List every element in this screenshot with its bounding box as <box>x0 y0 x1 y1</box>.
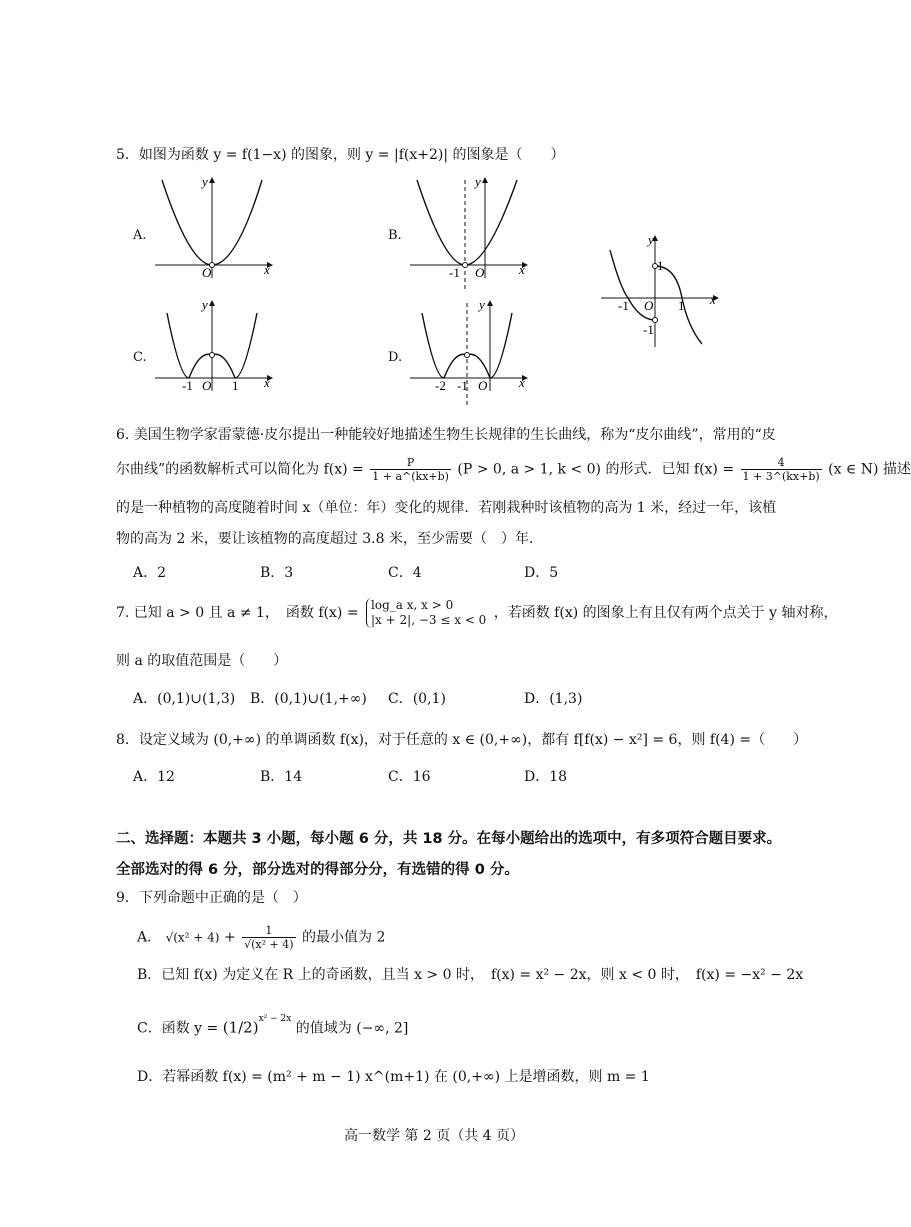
q5c-y-label: y <box>202 297 208 312</box>
q7-case-2: |x + 2|, −3 ≤ x < 0 <box>371 613 487 627</box>
q5-label-a: A. <box>133 228 147 243</box>
q5b-x-label: x <box>519 262 525 277</box>
ref-tick-m1: -1 <box>618 298 629 313</box>
q6-option-b: B．3 <box>260 565 294 581</box>
q5-label-c: C. <box>133 350 147 365</box>
q9c-exponent: x² − 2x <box>258 1014 292 1024</box>
q6-line2 <box>116 456 911 483</box>
q9c-suffix: 的值域为 (−∞, 2] <box>295 1020 409 1037</box>
q9-option-c <box>137 1016 408 1038</box>
q7-piecewise <box>366 598 486 628</box>
q5a-origin: O <box>202 265 212 280</box>
q5a-y-label: y <box>202 174 208 189</box>
q5d-tick-m2: -2 <box>435 378 446 393</box>
q9a-frac-num: 1 <box>242 924 295 938</box>
q9c-prefix: C．函数 y = <box>137 1020 219 1037</box>
q9a-prefix: A． <box>137 929 162 946</box>
q5c-tick-1: 1 <box>232 378 239 393</box>
q5c-x-label: x <box>264 375 270 390</box>
q9-stem: 9．下列命题中正确的是（ ） <box>116 890 307 906</box>
q5d-x-label: x <box>519 375 525 390</box>
q8-option-a: A．12 <box>133 769 175 785</box>
q6-frac2-num: 4 <box>741 456 822 470</box>
q5-graph-a <box>150 170 280 280</box>
q5-label-d: D. <box>388 350 403 365</box>
q6-frac2-den: 1 + 3^(kx+b) <box>742 470 820 483</box>
section2-heading-line1: 二、选择题：本题共 3 小题，每小题 6 分，共 18 分。在每小题给出的选项中，有多项符合题目要求。 <box>116 831 782 847</box>
q7-option-a: A．(0,1)∪(1,3) <box>133 691 236 707</box>
q7-line1-b: ，若函数 f(x) 的图象上有且仅有两个点关于 y 轴对称， <box>493 605 838 621</box>
q6-fraction-1 <box>370 456 451 483</box>
q5b-y-label: y <box>475 174 481 189</box>
q7-line2: 则 a 的取值范围是（ ） <box>116 653 288 669</box>
q6-frac1-num: P <box>370 456 451 470</box>
q7-option-d: D．(1,3) <box>524 691 583 707</box>
q6-option-c: C．4 <box>388 565 422 581</box>
q6-line2-c: (x ∈ N) 描述 <box>828 461 911 478</box>
q5-stem: 5．如图为函数 y = f(1−x) 的图象，则 y = |f(x+2)| 的图象是（ ） <box>116 147 565 163</box>
ref-tick-y1: 1 <box>657 258 664 273</box>
q6-line1: 6. 美国生物学家雷蒙德·皮尔提出一种能较好地描述生物生长规律的生长曲线，称为“皮尔曲线”，常用的“皮 <box>116 427 776 443</box>
q7-option-b: B．(0,1)∪(1,+∞) <box>250 691 367 707</box>
q9a-suffix: 的最小值为 2 <box>302 929 386 946</box>
q5d-origin: O <box>478 378 488 393</box>
q8-option-b: B．14 <box>260 769 303 785</box>
q6-frac1-den: 1 + a^(kx+b) <box>372 470 449 483</box>
q5c-origin: O <box>202 378 212 393</box>
ref-tick-ym1: -1 <box>643 322 654 337</box>
q6-fraction-2 <box>741 456 822 483</box>
q6-line2-a: 尔曲线”的函数解析式可以简化为 f(x) = <box>116 461 364 478</box>
q5b-origin: O <box>475 265 485 280</box>
q9-option-a <box>137 924 385 951</box>
ref-origin: O <box>644 298 654 313</box>
q9a-sqrt: √(x² + 4) <box>165 930 220 945</box>
q5-label-b: B. <box>388 228 402 243</box>
q5d-y-label: y <box>479 297 485 312</box>
q5-graph-c <box>150 295 280 395</box>
q5b-tick-m1: -1 <box>449 265 460 280</box>
q8-option-c: C．16 <box>388 769 431 785</box>
q9a-frac-den: √(x² + 4) <box>244 938 294 951</box>
q5d-tick-m1: -1 <box>457 378 468 393</box>
q8-stem: 8．设定义域为 (0,+∞) 的单调函数 f(x)，对于任意的 x ∈ (0,+∞)，都有 f[f(x) − x²] = 6，则 f(4) =（ ） <box>116 732 808 748</box>
q9-option-b: B．已知 f(x) 为定义在 R 上的奇函数，且当 x > 0 时， f(x) = x² − 2x，则 x < 0 时， f(x) = −x² − 2x <box>137 967 804 983</box>
q8-option-d: D．18 <box>524 769 568 785</box>
q5-graph-d <box>405 295 535 410</box>
q6-option-d: D．5 <box>524 565 559 581</box>
q6-line4: 物的高为 2 米，要让该植物的高度超过 3.8 米，至少需要（ ）年． <box>116 531 543 547</box>
q9-option-d: D．若幂函数 f(x) = (m² + m − 1) x^(m+1) 在 (0,+∞) 上是增函数，则 m = 1 <box>137 1069 650 1085</box>
q7-line1 <box>116 598 837 628</box>
q9a-plus: + <box>223 929 236 946</box>
q6-line3: 的是一种植物的高度随着时间 x（单位：年）变化的规律．若刚栽种时该植物的高为 1 米，经过一年，该植 <box>116 500 777 516</box>
q9a-fraction <box>242 924 295 951</box>
q7-option-c: C．(0,1) <box>388 691 446 707</box>
q5-reference-graph <box>598 232 723 350</box>
q5c-tick-m1: -1 <box>182 378 193 393</box>
q7-line1-a: 7. 已知 a > 0 且 a ≠ 1， 函数 f(x) = <box>116 605 359 621</box>
q5a-x-label: x <box>264 262 270 277</box>
ref-x-label: x <box>710 292 716 307</box>
q7-case-1: log_a x, x > 0 <box>371 598 454 612</box>
q6-line2-b: (P > 0, a > 1, k < 0) 的形式．已知 f(x) = <box>457 461 735 478</box>
page-footer: 高一数学 第 2 页（共 4 页） <box>343 1128 525 1144</box>
q5-graph-b <box>405 170 535 290</box>
q9c-base: (1/2) <box>222 1018 259 1037</box>
section2-heading-line2: 全部选对的得 6 分，部分选对的得部分分，有选错的得 0 分。 <box>116 862 519 878</box>
q6-option-a: A．2 <box>133 565 167 581</box>
ref-y-label: y <box>648 232 654 247</box>
ref-tick-1: 1 <box>678 298 685 313</box>
